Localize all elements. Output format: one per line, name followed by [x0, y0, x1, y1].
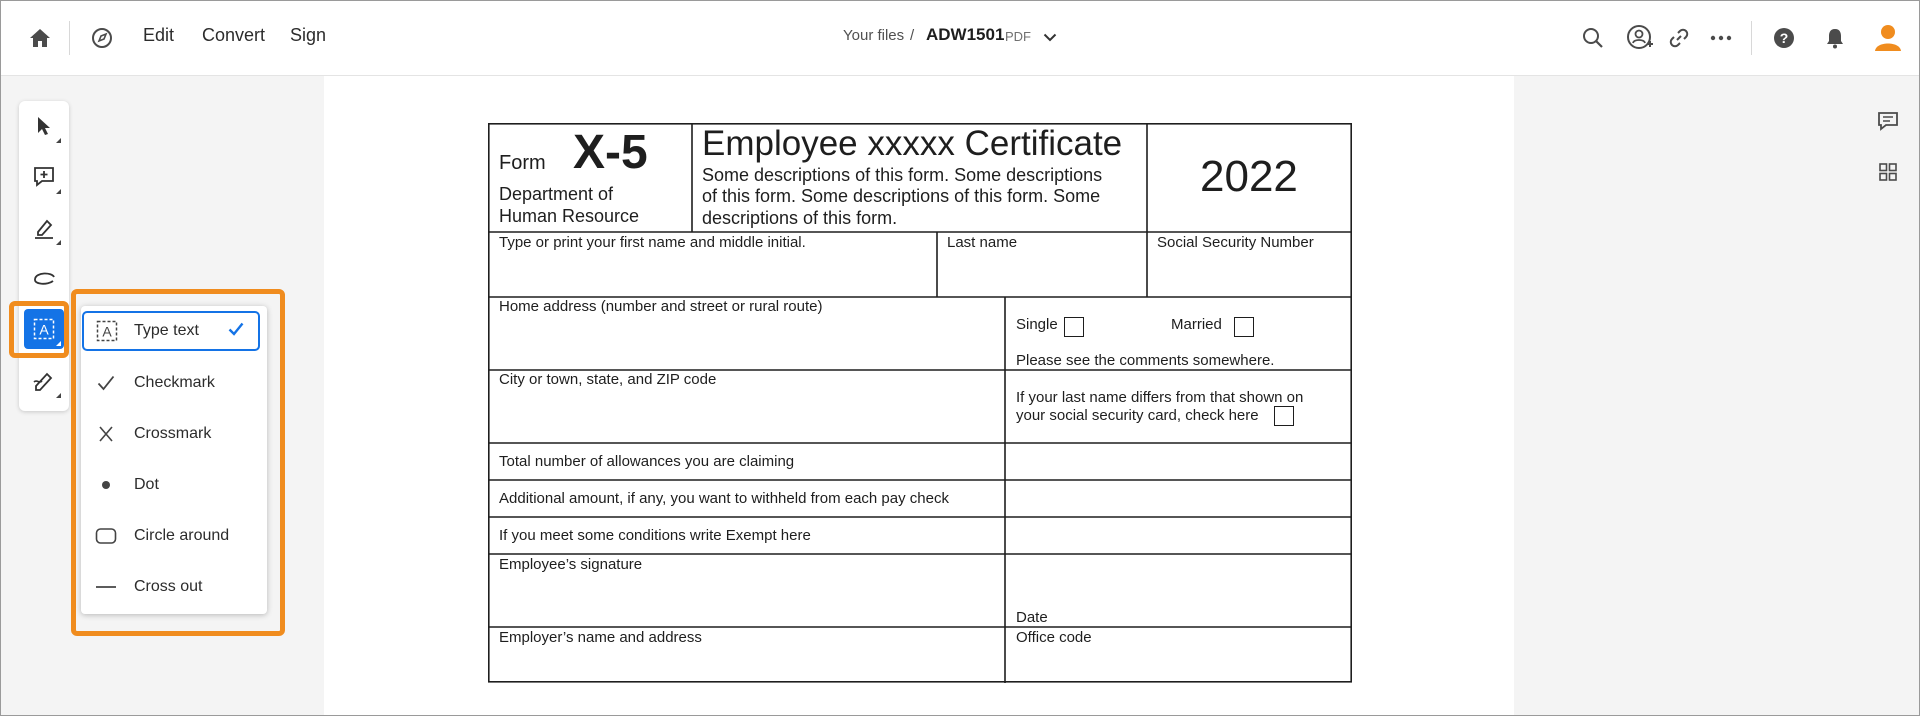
right-rail [1859, 76, 1919, 716]
expand-triangle-icon [56, 189, 61, 194]
menu-item-label: Type text [134, 322, 199, 339]
more-options-icon[interactable] [1706, 23, 1736, 53]
menu-edit[interactable]: Edit [143, 25, 175, 45]
department-line2: Human Resource [499, 206, 640, 226]
tool-highlight-frame [9, 301, 69, 358]
highlight-tool-button[interactable] [24, 208, 64, 248]
top-bar [1, 1, 1919, 76]
form-word: Form [499, 152, 546, 174]
employee-signature-label: Employee’s signature [499, 556, 643, 573]
allowances-label: Total number of allowances you are claiming [499, 453, 795, 470]
additional-amount-label: Additional amount, if any, you want to withheld from each pay check [499, 490, 949, 507]
office-code-label: Office code [1016, 629, 1092, 646]
exempt-label: If you meet some conditions write Exempt here [499, 527, 811, 544]
svg-text:?: ? [1779, 30, 1789, 46]
menu-convert[interactable]: Convert [202, 25, 266, 45]
form-title: Employee xxxxx Certificate [702, 124, 1123, 163]
chevron-down-icon[interactable] [1039, 26, 1061, 48]
svg-text:A: A [102, 323, 112, 340]
menu-item-label: Circle around [134, 527, 230, 544]
selected-check-icon [228, 322, 244, 341]
first-name-label: Type or print your first name and middle initial. [499, 234, 806, 251]
menu-item-dot[interactable] [81, 463, 267, 507]
thumbnails-grid-icon[interactable] [1873, 157, 1903, 187]
married-checkbox[interactable] [1234, 317, 1254, 337]
menu-sign[interactable]: Sign [290, 25, 327, 45]
form-description-line2: of this form. Some descriptions of this form. Some [702, 186, 1101, 206]
text-tool-menu [81, 306, 267, 614]
last-name-label: Last name [947, 234, 1018, 251]
date-label: Date [1016, 609, 1048, 626]
single-label: Single [1016, 316, 1058, 333]
department-line1: Department of [499, 184, 614, 204]
form-description-line3: descriptions of this form. [702, 208, 898, 228]
breadcrumb-your-files[interactable]: Your files [843, 27, 905, 44]
married-label: Married [1171, 316, 1222, 333]
notifications-bell-icon[interactable] [1820, 23, 1850, 53]
menu-item-crossmark[interactable] [81, 412, 267, 456]
type-text-icon [96, 320, 118, 342]
search-icon[interactable] [1578, 23, 1608, 53]
menu-item-label: Checkmark [134, 374, 215, 391]
select-tool-button[interactable] [24, 106, 64, 146]
menu-item-label: Cross out [134, 578, 203, 595]
svg-text:A: A [39, 321, 49, 338]
form-id: X-5 [573, 126, 648, 179]
expand-triangle-icon [56, 240, 61, 245]
menu-item-circle-around[interactable] [81, 514, 267, 558]
link-icon[interactable] [1664, 23, 1694, 53]
form-x5 [488, 123, 1352, 683]
draw-tool-button[interactable] [24, 259, 64, 299]
single-checkbox[interactable] [1064, 317, 1084, 337]
menu-item-label: Crossmark [134, 425, 212, 442]
home-icon[interactable] [25, 23, 55, 53]
user-avatar-icon[interactable] [1872, 21, 1904, 53]
checkmark-icon [95, 372, 117, 394]
share-user-icon[interactable] [1623, 21, 1657, 55]
menu-item-type-text[interactable] [82, 311, 260, 351]
dot-icon [95, 474, 117, 496]
file-name[interactable]: ADW1501 [926, 25, 1005, 44]
last-name-differs-line1: If your last name differs from that shown on [1016, 389, 1304, 406]
last-name-differs-checkbox[interactable] [1274, 406, 1294, 426]
ssn-label: Social Security Number [1157, 234, 1314, 251]
last-name-differs-line2: your social security card, check here [1016, 407, 1259, 424]
file-type: PDF [1005, 29, 1031, 44]
expand-triangle-icon [56, 393, 61, 398]
left-toolbar [19, 101, 69, 411]
expand-triangle-icon [56, 138, 61, 143]
home-address-label: Home address (number and street or rural route) [499, 298, 823, 315]
menu-item-checkmark[interactable] [81, 361, 267, 405]
comment-icon[interactable] [1873, 106, 1903, 136]
breadcrumb-separator: / [910, 27, 915, 44]
add-comment-tool-button[interactable] [24, 157, 64, 197]
form-year: 2022 [1200, 152, 1298, 201]
sign-tool-button[interactable] [24, 361, 64, 401]
menu-item-label: Dot [134, 476, 159, 493]
cross-out-icon [95, 576, 117, 598]
divider [1751, 21, 1752, 55]
circle-around-icon [95, 525, 117, 547]
form-description-line1: Some descriptions of this form. Some descriptions [702, 165, 1103, 185]
employer-label: Employer’s name and address [499, 629, 702, 646]
help-icon[interactable] [1769, 23, 1799, 53]
tools-icon[interactable] [87, 23, 117, 53]
divider [69, 21, 70, 55]
see-comments-text: Please see the comments somewhere. [1016, 352, 1275, 369]
crossmark-icon [95, 423, 117, 445]
menu-item-cross-out[interactable] [81, 565, 267, 609]
city-label: City or town, state, and ZIP code [499, 371, 717, 388]
